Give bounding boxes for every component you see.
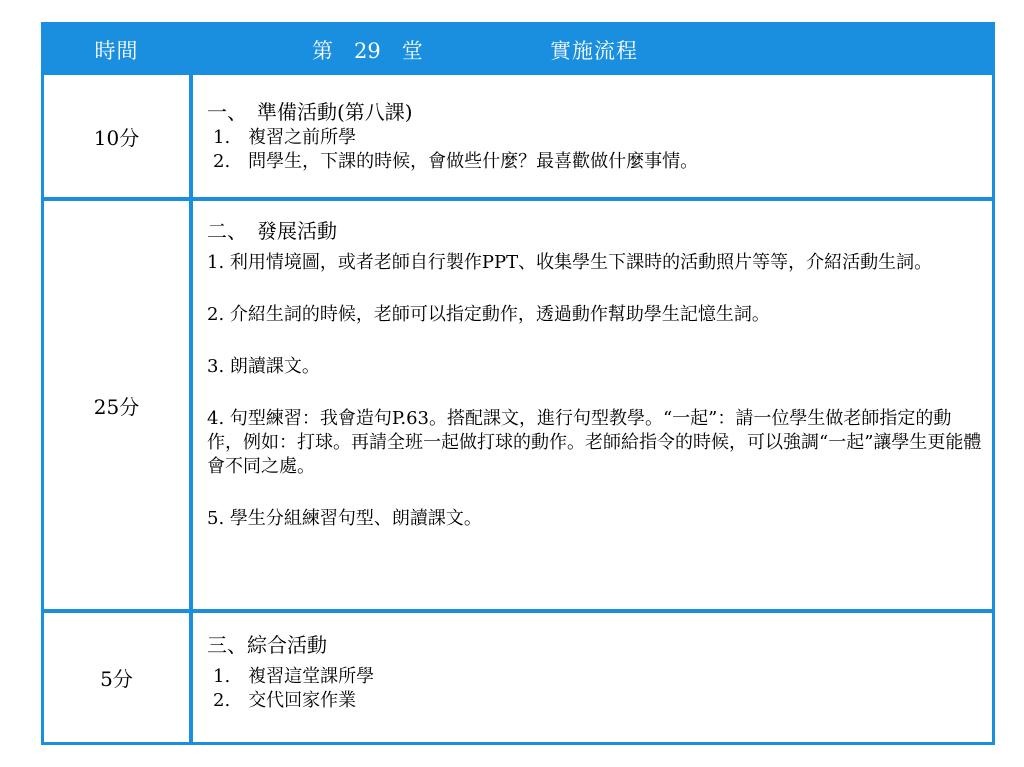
header-lesson-title: 第 29 堂 bbox=[312, 39, 423, 63]
column-divider bbox=[189, 75, 193, 742]
header-time-label: 時間 bbox=[94, 39, 139, 63]
row-3-item-2: 2. 交代回家作業 bbox=[213, 690, 357, 711]
row-3-item-1: 1. 複習這堂課所學 bbox=[213, 666, 375, 687]
row-2-item-1: 1. 利用情境圖，或者老師自行製作PPT、收集學生下課時的活動照片等等，介紹活動生詞。 bbox=[207, 252, 933, 273]
row-1-time: 10分 bbox=[93, 125, 140, 150]
row-2-item-5: 5. 學生分組練習句型、朗讀課文。 bbox=[207, 508, 482, 529]
row-1-section-title: 一、 準備活動(第八課) bbox=[207, 100, 413, 124]
row-3-time: 5分 bbox=[100, 667, 133, 691]
lesson-plan-table bbox=[41, 22, 995, 745]
row-1-content bbox=[207, 98, 987, 174]
row-2-section-title: 二、 發展活動 bbox=[207, 219, 337, 243]
row-3-section-title: 三、綜合活動 bbox=[207, 633, 327, 657]
row-1-item-1: 1. 複習之前所學 bbox=[213, 127, 357, 148]
row-2-item-4: 4. 句型練習：我會造句P.63。搭配課文，進行句型教學。“一起”：請一位學生做老師指定的動作，例如：打球。再請全班一起做打球的動作。老師給指令的時候，可以強調“一起”讓學生更能體會不同之處。 bbox=[207, 408, 982, 477]
row-1-item-2: 2. 問學生，下課的時候，會做些什麼？最喜歡做什麼事情。 bbox=[213, 151, 699, 172]
row-2-item-2: 2. 介紹生詞的時候，老師可以指定動作，透過動作幫助學生記憶生詞。 bbox=[207, 304, 770, 325]
row-2-time: 25分 bbox=[93, 394, 140, 419]
table-header bbox=[44, 25, 992, 75]
header-flow-label: 實施流程 bbox=[550, 39, 638, 63]
row-3-content bbox=[207, 631, 987, 713]
row-2-item-3: 3. 朗讀課文。 bbox=[207, 356, 320, 377]
row-2-content bbox=[207, 217, 987, 531]
